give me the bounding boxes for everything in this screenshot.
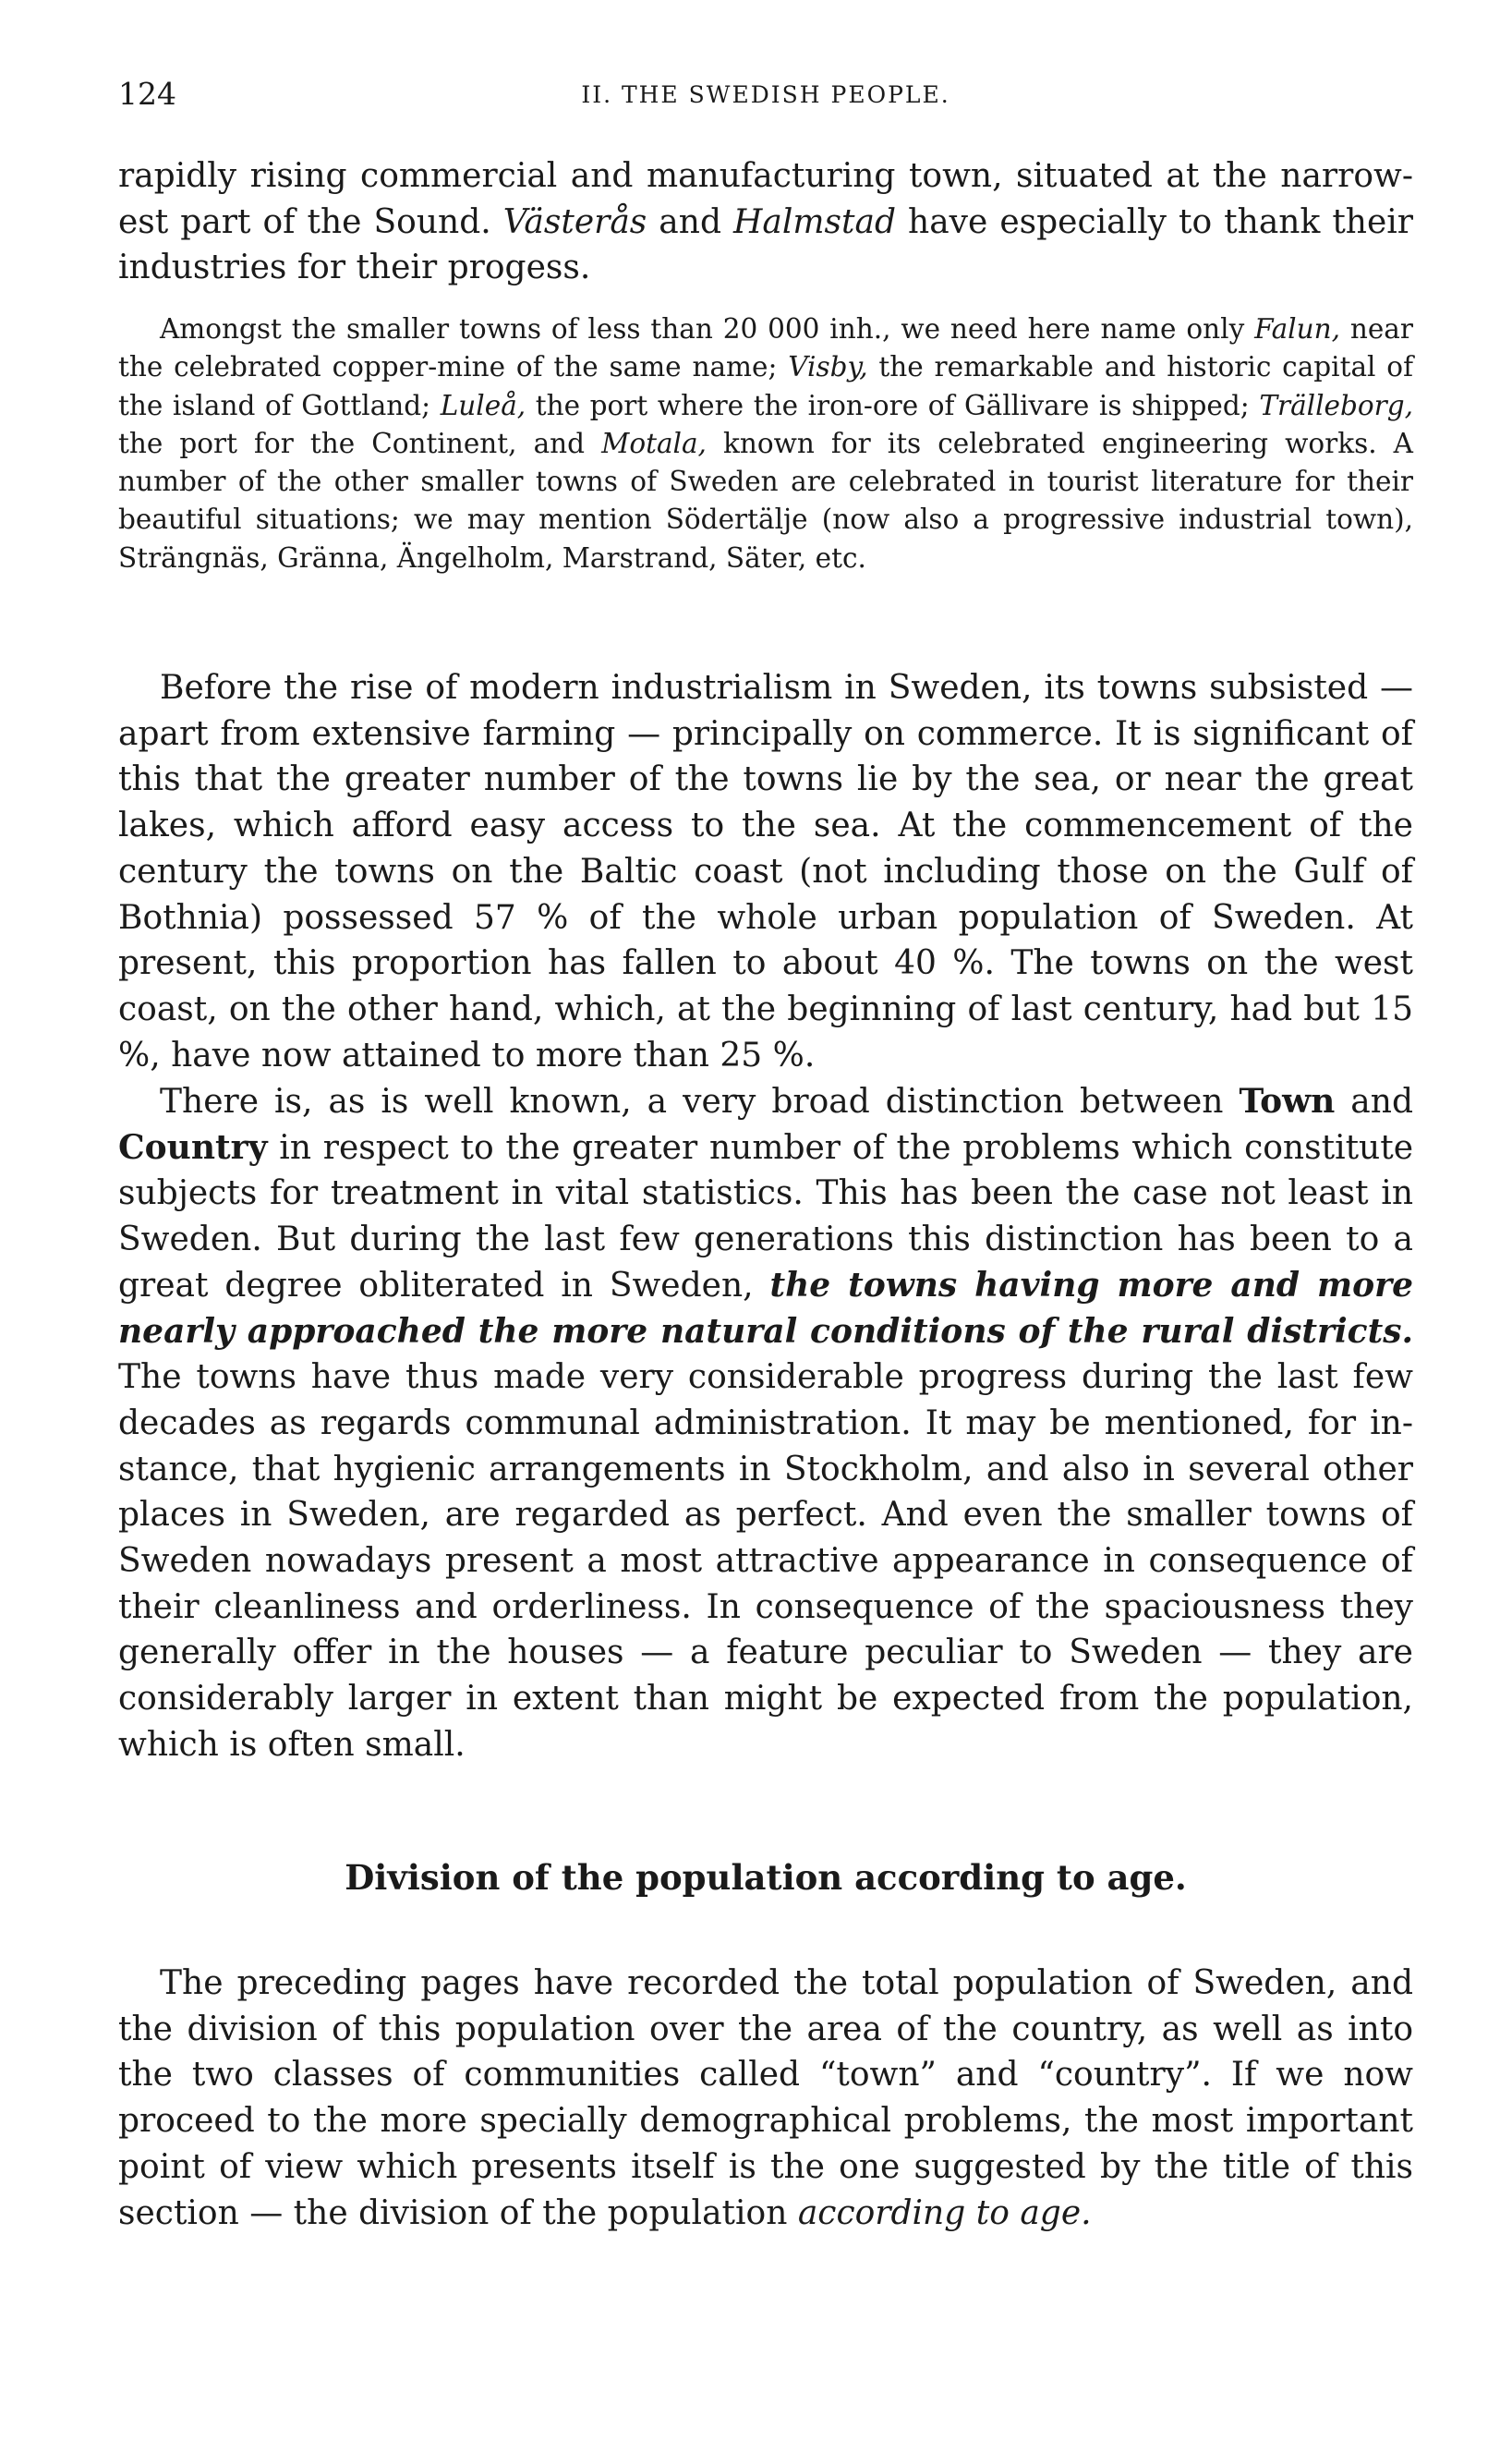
paragraph-continued (118, 153, 1413, 291)
text-run: in respect to the greater number of the problems which constitute subjects for treatment in vital statistics. This has been the case not least in Sweden. But during the last few generations this distinction has been to a great degree obliterated in Sweden, (118, 1128, 1413, 1305)
running-head: II. THE SWEDISH PEOPLE. (581, 81, 950, 108)
paragraph-industrialism: Before the rise of modern industrialism in Sweden, its towns subsisted — apart from extensive farming — principally on commerce. It is significant of this that the greater number of the towns lie by the sea, or near the great lakes, which afford easy access to the sea. At the commencement of the century the towns on the Baltic coast (not including those on the Gulf of Bothnia) possessed 57 % of the whole urban population of Sweden. At present, this proportion has fallen to about 40 %. The towns on the west coast, on the other hand, which, at the beginning of last century, had but 15 %, have now attained to more than 25 %. (118, 669, 1413, 1075)
paragraph-age-division (118, 1961, 1413, 2236)
italic-run: Trälleborg, (1259, 389, 1414, 421)
bold-run: Country (118, 1127, 268, 1167)
text-run: the remarkable and historic capital of the island of Gottland; (118, 351, 1413, 421)
text-run: rapidly rising commercial and manufacturing town, situated at the narrowest part of the Sound. (118, 157, 1413, 241)
text-run: Amongst the smaller towns of less than 20 000 inh., we need here name only (160, 313, 1255, 345)
italic-run: Visby, (788, 351, 868, 383)
text-run: near the celebrated copper-mine of the same name; (118, 313, 1413, 383)
paragraph-town-country (118, 1079, 1413, 1768)
text-run: the port where the iron-ore of Gällivare is shipped; (526, 389, 1260, 421)
text-run: The preceding pages have recorded the total population of Sweden, and the division of this population over the area of the country, as well as into the two classes of communities called “town” and “country”. If we now proceed to the more specially demographical problems, the most important point of view which presents itself is the one suggested by the title of this section — the division of the population (118, 1964, 1413, 2232)
page-number: 124 (118, 76, 176, 112)
italic-run: Västerås (502, 202, 647, 241)
text-run: There is, as is well known, a very broad distinction between (160, 1083, 1240, 1121)
bold-run: Town (1239, 1082, 1336, 1121)
bold-italic-run: the towns having more and more nearly approached the more natural conditions of the rural districts. (118, 1265, 1413, 1351)
text-run: and (647, 202, 734, 241)
text-run: have especially to thank their industries for their progess. (118, 202, 1413, 287)
italic-run: according to age. (797, 2193, 1092, 2232)
paragraph-smaller-towns (118, 310, 1413, 577)
section-heading: Division of the population according to age. (345, 1857, 1187, 1898)
italic-run: Falun, (1254, 313, 1340, 345)
italic-run: Luleå, (440, 389, 526, 421)
text-run: the port for the Continent, and (118, 427, 602, 459)
italic-run: Motala, (601, 427, 707, 459)
italic-run: Halmstad (733, 202, 896, 241)
text-run: and (1335, 1083, 1413, 1121)
text-run: known for its celebrated engineering works. A number of the other smaller towns of Sweden are celebrated in tourist literature for their beautiful situations; we may mention Södertälje (now also a progressive industrial town), Strängnäs, Gränna, Ängelholm, Marstrand, Säter, etc. (118, 427, 1413, 574)
text-run: The towns have thus made very considerable progress during the last few decades as regards communal administration. It may be mentioned, for instance, that hygienic arrangements in Stockholm, and also in several other places in Sweden, are regarded as perfect. And even the smaller towns of Sweden nowadays present a most attractive appearance in consequence of their cleanliness and orderliness. In consequence of the spaciousness they generally offer in the houses — a feature peculiar to Sweden — they are considerably larger in extent than might be expected from the population, which is often small. (118, 1358, 1413, 1764)
page-header (118, 76, 1413, 122)
